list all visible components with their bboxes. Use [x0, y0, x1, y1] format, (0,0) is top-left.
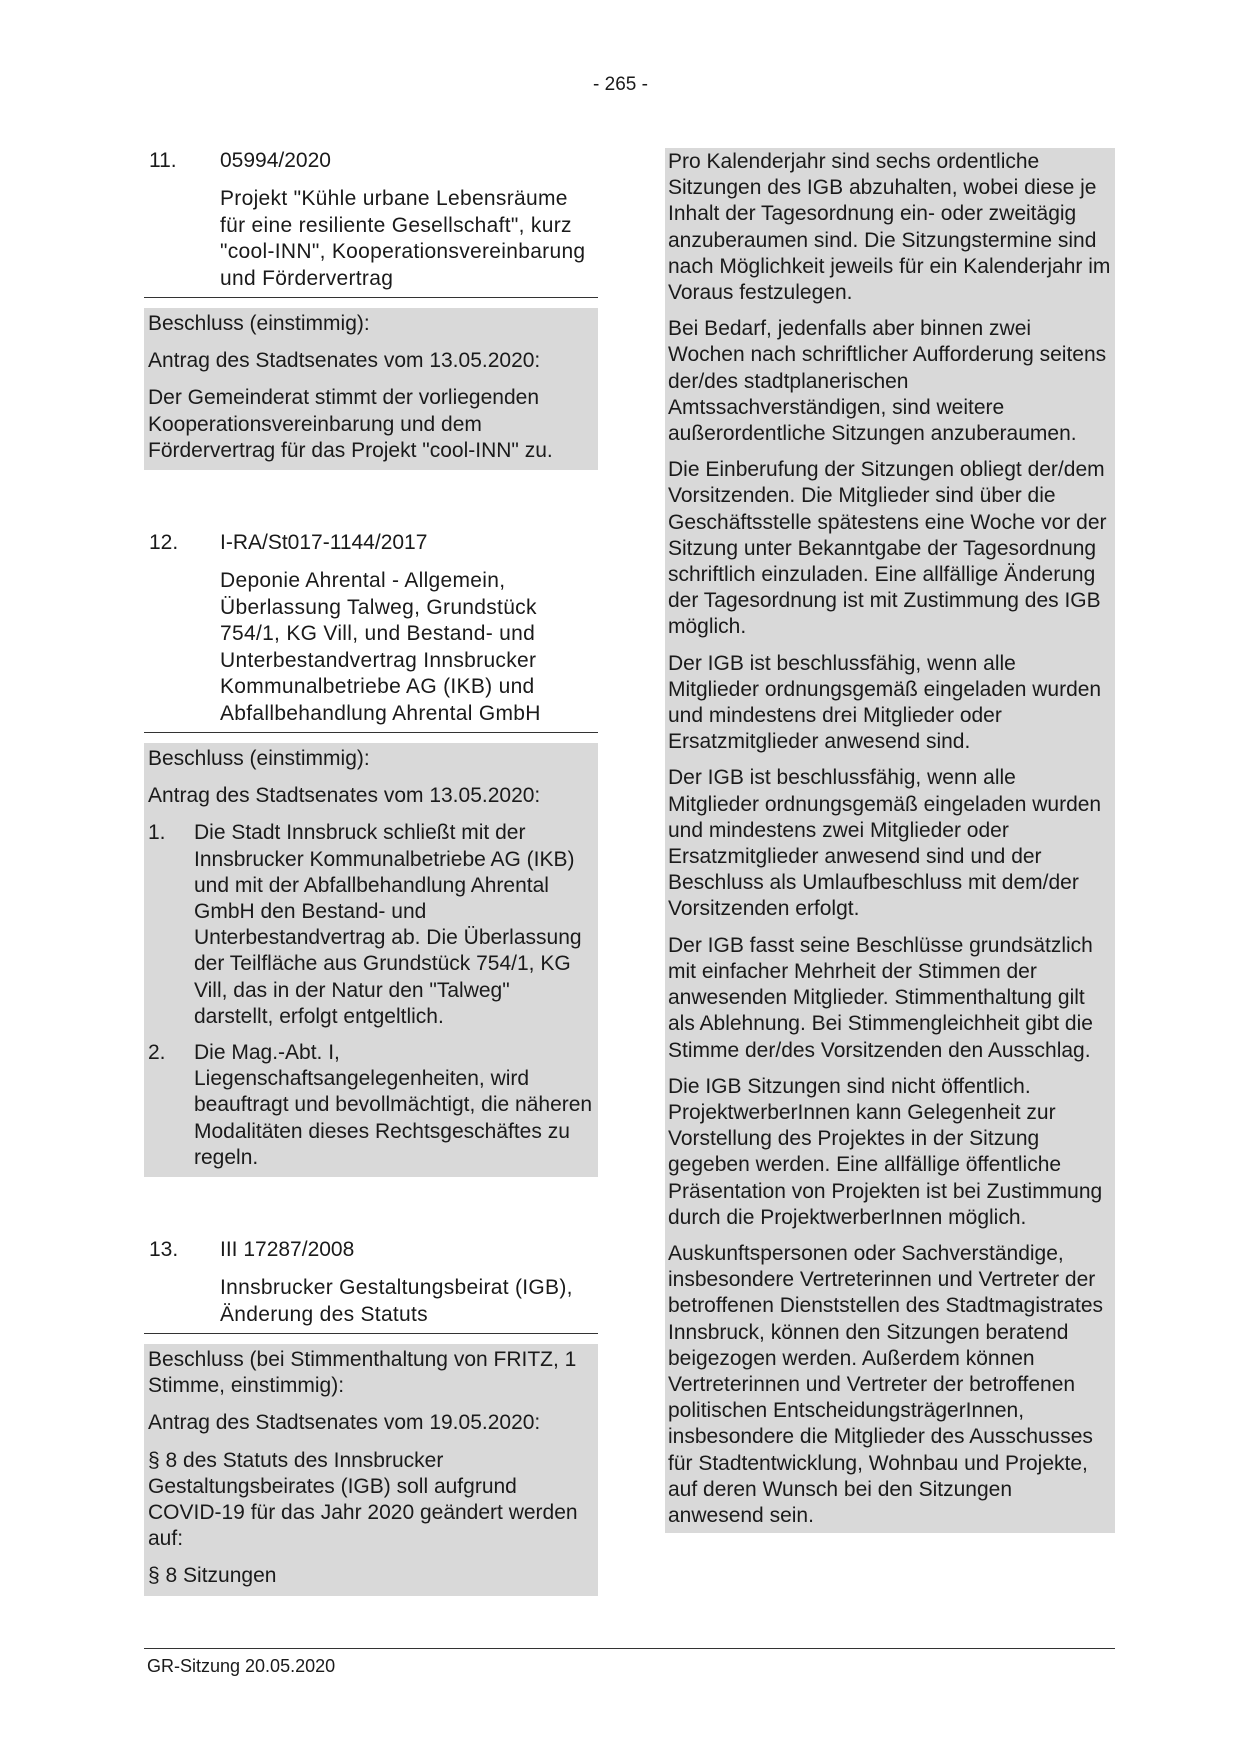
statute-paragraph: Der IGB ist beschlussfähig, wenn alle Mitglieder ordnungsgemäß eingeladen wurden und mindestens drei Mitglieder oder Ersatzmitglieder anwesend sind. [668, 651, 1102, 754]
resolution-text: § 8 des Statuts des Innsbrucker Gestaltungsbeirates (IGB) soll aufgrund COVID-19 für das Jahr 2020 geändert werden auf: [148, 1448, 578, 1551]
item-title: Projekt "Kühle urbane Lebensräume für eine resiliente Gesellschaft", kurz "cool-INN", Kooperationsvereinbarung und Fördervertrag [220, 187, 586, 290]
statute-paragraph: Die Einberufung der Sitzungen obliegt der/dem Vorsitzenden. Die Mitglieder sind über die Geschäftsstelle spätestens eine Woche vor der Sitzung unter Bekanntgabe der Tagesordnung schriftlich einzuladen. Eine allfällige Änderung der Tagesordnung ist mit Zustimmung des IGB möglich. [668, 458, 1107, 639]
resolution-box [144, 308, 598, 470]
list-item [148, 1040, 594, 1171]
agenda-item-12 [144, 530, 598, 1177]
divider [144, 732, 598, 733]
list-marker: 2. [148, 1041, 166, 1065]
statute-paragraph: Der IGB ist beschlussfähig, wenn alle Mitglieder ordnungsgemäß eingeladen wurden und mindestens zwei Mitglieder oder Ersatzmitglieder anwesend sind und der Beschluss als Umlaufbeschluss mit dem/der Vorsitzenden erfolgt. [668, 766, 1102, 921]
decision-line: Beschluss (einstimmig): [148, 747, 370, 771]
statute-paragraph: Die IGB Sitzungen sind nicht öffentlich. ProjektwerberInnen kann Gelegenheit zur Vorstellung des Projektes in der Sitzung gegeben werden. Eine allfällige öffentliche Präsentation von Projekten ist bei Zustimmung durch die ProjektwerberInnen möglich. [668, 1074, 1103, 1229]
decision-line: Beschluss (bei Stimmenthaltung von FRITZ, 1 Stimme, einstimmig): [148, 1348, 577, 1398]
statute-paragraph: Der IGB fasst seine Beschlüsse grundsätzlich mit einfacher Mehrheit der Stimmen der anwesenden Mitglieder. Stimmenthaltung gilt als Ablehnung. Bei Stimmengleichheit gibt die Stimme der/des Vorsitzenden den Ausschlag. [668, 933, 1093, 1062]
item-header [144, 148, 598, 174]
agenda-item-11 [144, 148, 598, 470]
resolution-list [148, 820, 594, 1171]
motion-line: Antrag des Stadtsenates vom 13.05.2020: [148, 349, 541, 373]
item-code: I-RA/St017-1144/2017 [220, 531, 428, 555]
page-number: - 265 - [593, 74, 648, 95]
statute-paragraph: Auskunftspersonen oder Sachverständige, insbesondere Vertreterinnen und Vertreter der betroffenen Dienststellen des Stadtmagistrates Innsbruck, können den Sitzungen beratend beigezogen werden. Außerdem können Vertreterinnen und Vertreter der betroffenen politischen EntscheidungsträgerInnen, insbesondere die Mitglieder des Ausschusses für Stadtentwicklung, Wohnbau und Projekte, auf deren Wunsch bei den Sitzungen anwesend sein. [668, 1241, 1104, 1527]
list-item-text: Die Mag.-Abt. I, Liegenschaftsangelegenheiten, wird beauftragt und bevollmächtigt, die näheren Modalitäten dieses Rechtsgeschäftes zu regeln. [194, 1041, 593, 1169]
resolution-text: Der Gemeinderat stimmt der vorliegenden Kooperationsvereinbarung und dem Fördervertrag für das Projekt "cool-INN" zu. [148, 386, 553, 462]
item-code: III 17287/2008 [220, 1238, 355, 1262]
item-header [144, 1237, 598, 1263]
agenda-item-13 [144, 1237, 598, 1596]
right-column [665, 148, 1115, 1533]
resolution-box [144, 1344, 598, 1596]
motion-line: Antrag des Stadtsenates vom 13.05.2020: [148, 784, 541, 808]
resolution-box [144, 743, 598, 1177]
motion-line: Antrag des Stadtsenates vom 19.05.2020: [148, 1411, 541, 1435]
list-item-text: Die Stadt Innsbruck schließt mit der Innsbrucker Kommunalbetriebe AG (IKB) und mit der Abfallbehandlung Ahrental GmbH den Bestand- und Unterbestandvertrag ab. Die Überlassung der Teilfläche aus Grundstück 754/1, KG Vill, das in der Natur den "Talweg" darstellt, erfolgt entgeltlich. [194, 821, 582, 1028]
statute-paragraph: Pro Kalenderjahr sind sechs ordentliche Sitzungen des IGB abzuhalten, wobei diese je Inhalt der Tagesordnung ein- oder zweitägig anzuberaumen sind. Die Sitzungstermine sind nach Möglichkeit jeweils für ein Kalenderjahr im Voraus festzulegen. [668, 150, 1111, 305]
item-number: 12. [149, 531, 179, 555]
footer-text: GR-Sitzung 20.05.2020 [147, 1656, 336, 1676]
item-code: 05994/2020 [220, 149, 331, 172]
list-item [148, 820, 594, 1030]
statute-text-box [665, 148, 1115, 1533]
item-title: Deponie Ahrental - Allgemein, Überlassung Talweg, Grundstück 754/1, KG Vill, und Bestand- und Unterbestandvertrag Innsbrucker Kommunalbetriebe AG (IKB) und Abfallbehandlung Ahrental GmbH [220, 569, 541, 725]
list-marker: 1. [148, 821, 166, 845]
decision-line: Beschluss (einstimmig): [148, 312, 370, 335]
statute-paragraph: Bei Bedarf, jedenfalls aber binnen zwei Wochen nach schriftlicher Aufforderung seitens der/des stadtplanerischen Amtssachverständigen, sind weitere außerordentliche Sitzungen anzuberaumen. [668, 317, 1107, 446]
footer-divider [144, 1648, 1115, 1649]
item-number: 13. [149, 1238, 179, 1262]
item-number: 11. [149, 149, 177, 172]
item-header [144, 530, 598, 556]
left-column [144, 148, 598, 1596]
divider [144, 1333, 598, 1334]
section-heading: § 8 Sitzungen [148, 1564, 277, 1588]
item-title: Innsbrucker Gestaltungsbeirat (IGB), Änderung des Statuts [220, 1276, 573, 1326]
divider [144, 297, 598, 298]
